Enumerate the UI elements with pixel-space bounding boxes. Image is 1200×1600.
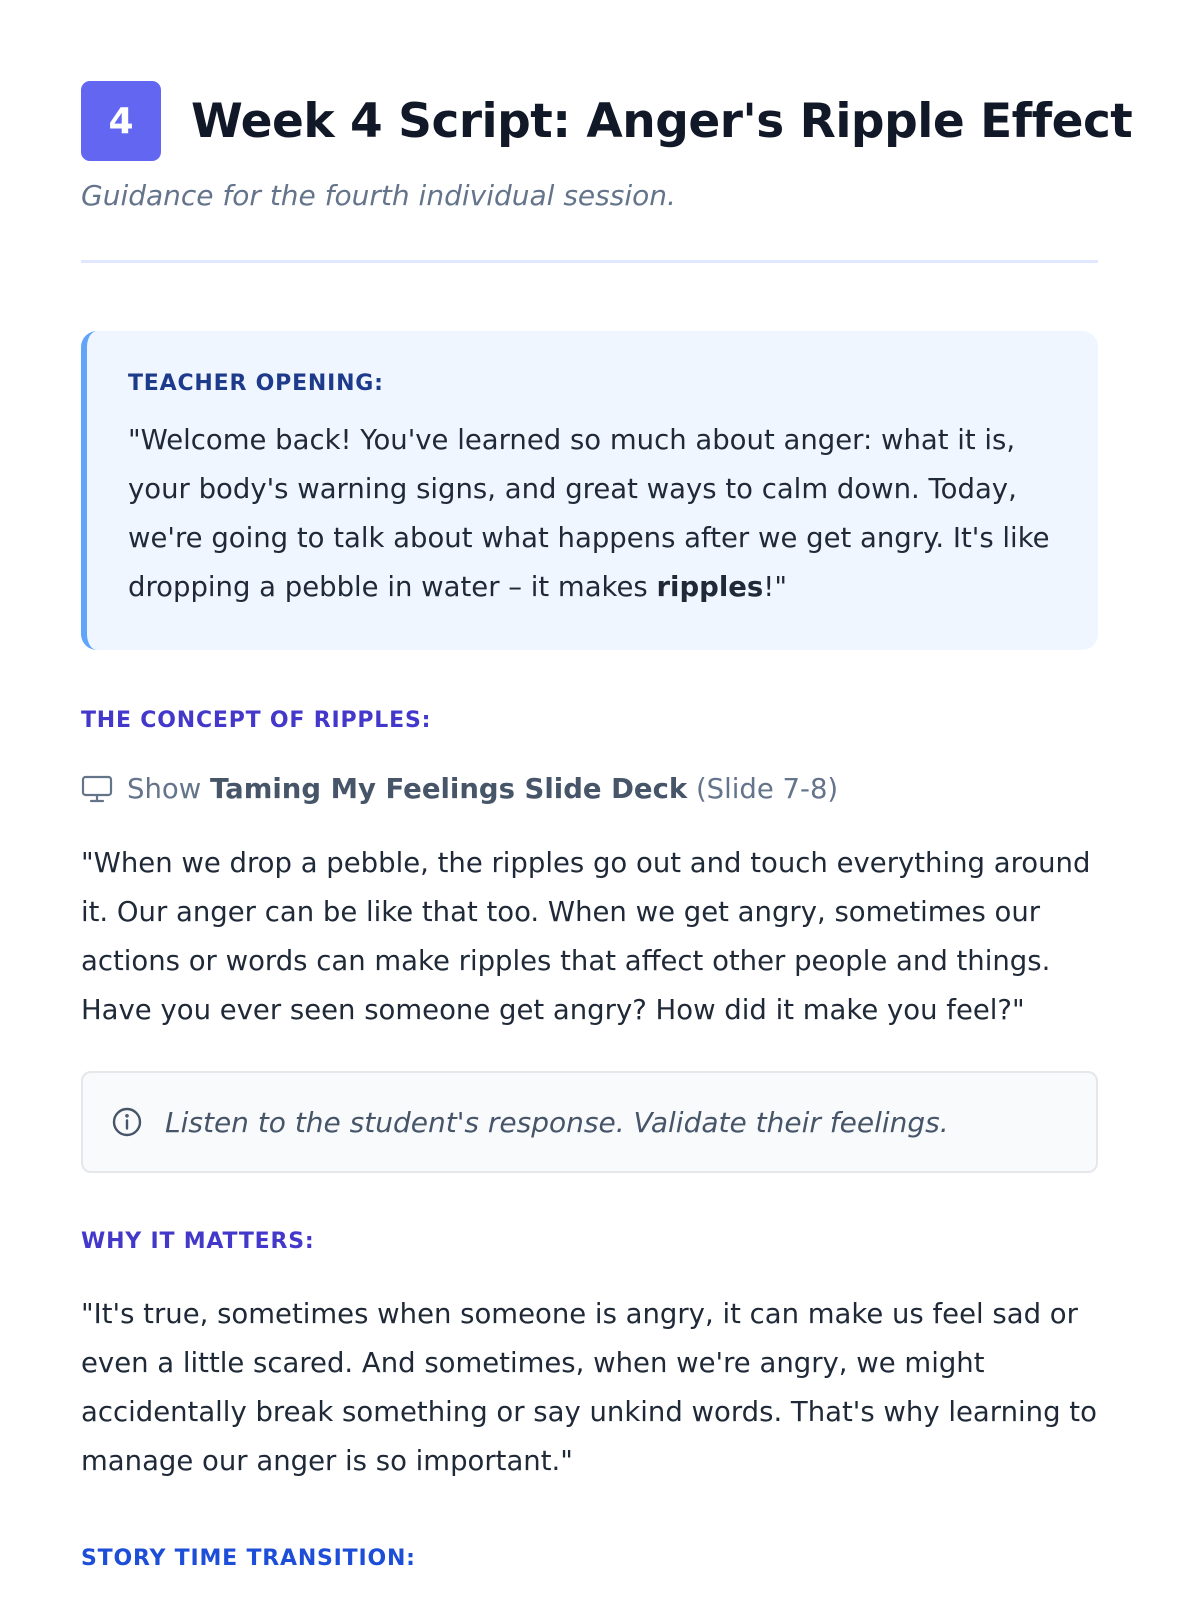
why-it-matters-heading: WHY IT MATTERS:	[81, 1229, 315, 1254]
teacher-note	[81, 1071, 1098, 1173]
slide-range: (Slide 7-8)	[695, 773, 839, 805]
opening-text-start: "Welcome back! You've learned so much about anger: what it is, your body's warning signs, and great ways to calm down. Today, we're going to talk about what happens after we get angry. It's like dropping a pebble in water – it makes	[128, 424, 1050, 603]
slide-prefix: Show	[127, 773, 202, 805]
header-divider	[81, 260, 1098, 263]
concept-heading: THE CONCEPT OF RIPPLES:	[81, 708, 432, 733]
teacher-note-text: Listen to the student's response. Validate their feelings.	[165, 1105, 949, 1139]
page-title: Week 4 Script: Anger's Ripple Effect	[191, 93, 1133, 149]
opening-text-end: !"	[763, 571, 787, 603]
concept-text: "When we drop a pebble, the ripples go out and touch everything around it. Our anger can be like that too. When we get angry, sometimes our actions or words can make ripples that affect other people and things. Have you ever seen someone get angry? How did it make you feel?"	[81, 847, 1091, 1026]
teacher-opening-label: TEACHER OPENING:	[128, 371, 384, 396]
page-header	[81, 0, 1133, 161]
opening-emphasis: ripples	[656, 571, 764, 603]
slide-deck-name: Taming My Feelings Slide Deck	[209, 773, 688, 805]
teacher-opening-callout	[81, 331, 1098, 650]
teacher-opening-text	[128, 416, 1058, 612]
slide-reference	[81, 773, 1098, 805]
info-icon	[111, 1106, 143, 1138]
story-time-heading: STORY TIME TRANSITION:	[81, 1546, 416, 1571]
page-subtitle: Guidance for the fourth individual session.	[81, 179, 676, 212]
monitor-icon	[81, 774, 113, 804]
week-number-badge: 4	[81, 81, 161, 161]
why-it-matters-text: "It's true, sometimes when someone is angry, it can make us feel sad or even a little scared. And sometimes, when we're angry, we might accidentally break something or say unkind words. That's why learning to manage our anger is so important."	[81, 1298, 1097, 1477]
